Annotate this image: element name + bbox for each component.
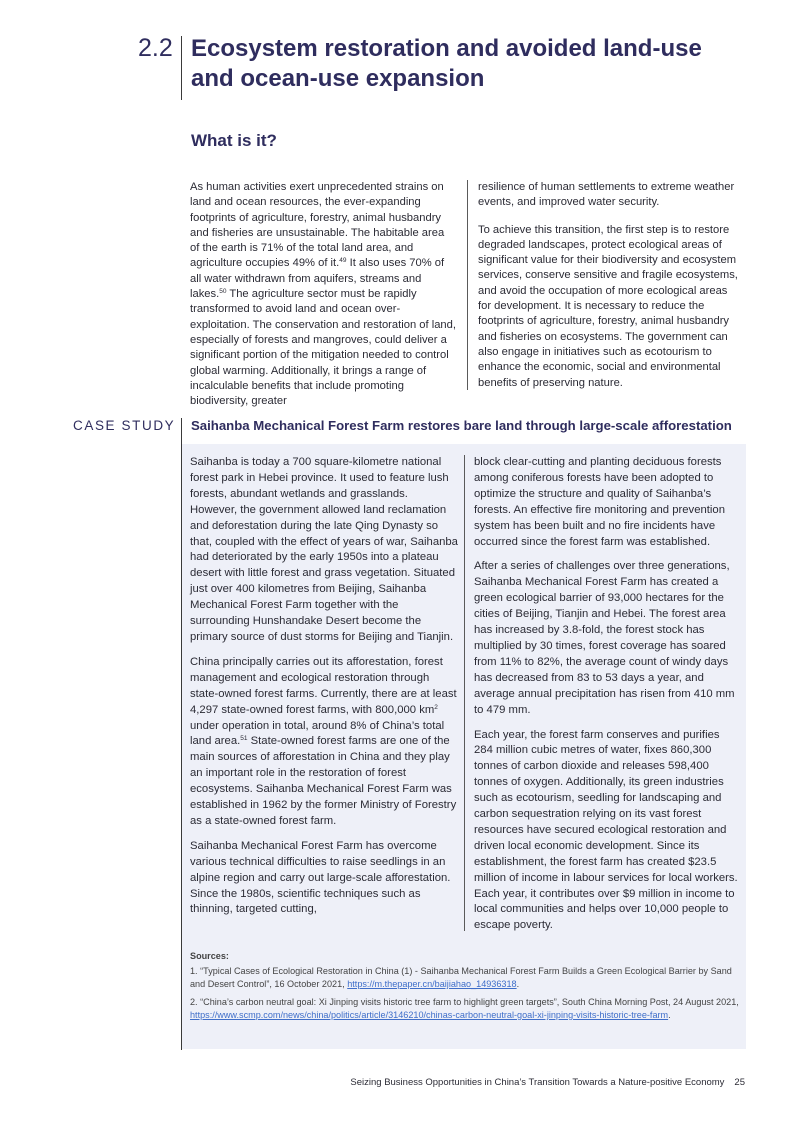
page-footer xyxy=(350,1077,745,1088)
case-paragraph: Saihanba is today a 700 square-kilometre national forest park in Hebei province. It used to feature lush forests, abundant wetlands and grasslands. However, the government allowed land reclamation and deforestation during the late Qing Dynasty so that, coupled with the effect of years of war, Saihanba had deteriorated by the early 1950s into a plateau desert with little forest and grass vegetation. Situated just over 400 kilometres from Beijing, Saihanba Mechanical Forest Farm together with the surrounding Hunshandake Desert become the primary source of dust storms for Beijing and Tianjin. xyxy=(190,456,458,643)
intro-left-column xyxy=(190,180,456,409)
case-paragraph: China principally carries out its afforestation, forest management and ecological restoration through state-owned forest farms. Currently, there are at least 4,297 state-owned forest farms, with 800,000 $km^2$ under operation in total, around 8% of China’s total land area.$^{51}$ State-owned forest farms are one of the main sources of afforestation in China and they play an important role in the restoration of forest ecosystems. Saihanba Mechanical Forest Farm was established in 1962 by the former Ministry of Forestry as a state-owned forest farm. xyxy=(190,655,457,827)
case-study-title: Saihanba Mechanical Forest Farm restores bare land through large-scale afforestation xyxy=(191,418,732,433)
footnote-ref[interactable]: 51 xyxy=(240,735,248,743)
intro-right-column xyxy=(478,180,742,391)
sources xyxy=(190,950,740,1027)
intro-paragraph: resilience of human settlements to extreme weather events, and improved water security. xyxy=(478,181,735,209)
section-number: 2.2 xyxy=(138,34,173,62)
sources-heading: Sources: xyxy=(190,951,229,961)
intro-paragraph: As human activities exert unprecedented strains on land and ocean resources, the ever-expanding footprints of agriculture, forestry, animal husbandry and fisheries are unsustainable. The habitable area of the earth is 71% of the total land area, and agriculture occupies 49% of it.$^{49}$ It also uses 70% of all water withdrawn from aquifers, streams and lakes.$^{50}$ The agriculture sector must be rapidly transformed to avoid land and ocean over-exploitation. The conservation and restoration of land, especially of forests and mangroves, could deliver a significant portion of the mitigation needed to control global warming. Additionally, it brings a range of incalculable benefits that include promoting biodiversity, greater xyxy=(190,181,456,408)
source-link[interactable]: https://www.scmp.com/news/china/politics/article/3146210/chinas-carbon-neutral-goal-xi-jinping-visits-historic-tree-farm xyxy=(190,1010,669,1020)
footer-title: Seizing Business Opportunities in China’s Transition Towards a Nature-positive Economy xyxy=(350,1077,725,1088)
subheading: What is it? xyxy=(191,131,277,150)
case-study-label: CASE STUDY xyxy=(73,418,176,433)
case-paragraph: Saihanba Mechanical Forest Farm has overcome various technical difficulties to raise seedlings in an alpine region and carry out large-scale afforestation. Since the 1980s, scientific techniques such as thinning, targeted cutting, xyxy=(190,839,451,916)
section-divider xyxy=(181,36,182,100)
case-study-left-column xyxy=(190,455,458,927)
footnote-ref[interactable]: 50 xyxy=(219,288,227,296)
case-paragraph: block clear-cutting and planting deciduous forests among coniferous forests have been adopted to optimize the structure and quality of Saihanba’s forests. An effective fire monitoring and prevention system has been built and no fire incidents have occurred since the forest farm was established. xyxy=(474,456,725,548)
column-divider xyxy=(467,180,468,390)
case-paragraph: Each year, the forest farm conserves and purifies 284 million cubic metres of water, fixes 860,300 tonnes of carbon dioxide and releases 598,400 tonnes of oxygen. Additionally, its green industries such as ecotourism, seedling for landscaping and carbon sequestration relying on its vast forest resources have secured ecological restoration and driven local economic development. Since its establishment, the forest farm has created $23.5 million of income in labour services for local workers. Each year, it contributes over $9 million in income to local communities and helps over 10,000 people to escape poverty. xyxy=(474,728,738,932)
case-paragraph: After a series of challenges over three generations, Saihanba Mechanical Forest Farm has created a green ecological barrier of 93,000 hectares for the cities of Beijing, Tianjin and Hebei. The forest area has increased by 3.8-fold, the forest stock has multiplied by 30 times, forest coverage has soared from 11% to 82%, the average count of windy days has decreased from 83 to 53 days a year, and average annual precipitation has risen from 410 mm to 479 mm. xyxy=(474,560,735,716)
page-number: 25 xyxy=(734,1077,745,1088)
source-link[interactable]: https://m.thepaper.cn/baijiahao_14936318 xyxy=(347,979,517,989)
section-title: Ecosystem restoration and avoided land-use and ocean-use expansion xyxy=(191,35,702,92)
footnote-ref[interactable]: 49 xyxy=(339,257,347,265)
case-study-right-column xyxy=(474,455,740,943)
source-item: 2. “China’s carbon neutral goal: Xi Jinping visits historic tree farm to highlight green targets”, South China Morning Post, 24 August 2021, https://www.scmp.com/news/china/politics/article/3146210/chinas-carbon-neutral-goal-xi-jinping-visits-historic-tree-farm. xyxy=(190,997,739,1020)
source-item: 1. “Typical Cases of Ecological Restoration in China (1) - Saihanba Mechanical Forest Farm Builds a Green Ecological Barrier by Sand and Desert Control”, 16 October 2021, https://m.thepaper.cn/baijiahao_14936318. xyxy=(190,966,732,989)
column-divider xyxy=(464,455,465,931)
intro-paragraph: To achieve this transition, the first step is to restore degraded landscapes, protect ecological areas of significant value for their biodiversity and ecosystem services, conserve sensitive and fragile ecosystems, and avoid the occupation of more ecological areas for development. It is necessary to reduce the footprints of agriculture, forestry, animal husbandry and fisheries on ecosystems. The government can also engage in initiatives such as ecotourism to enhance the economic, social and environmental benefits of preserving nature. xyxy=(478,223,738,389)
